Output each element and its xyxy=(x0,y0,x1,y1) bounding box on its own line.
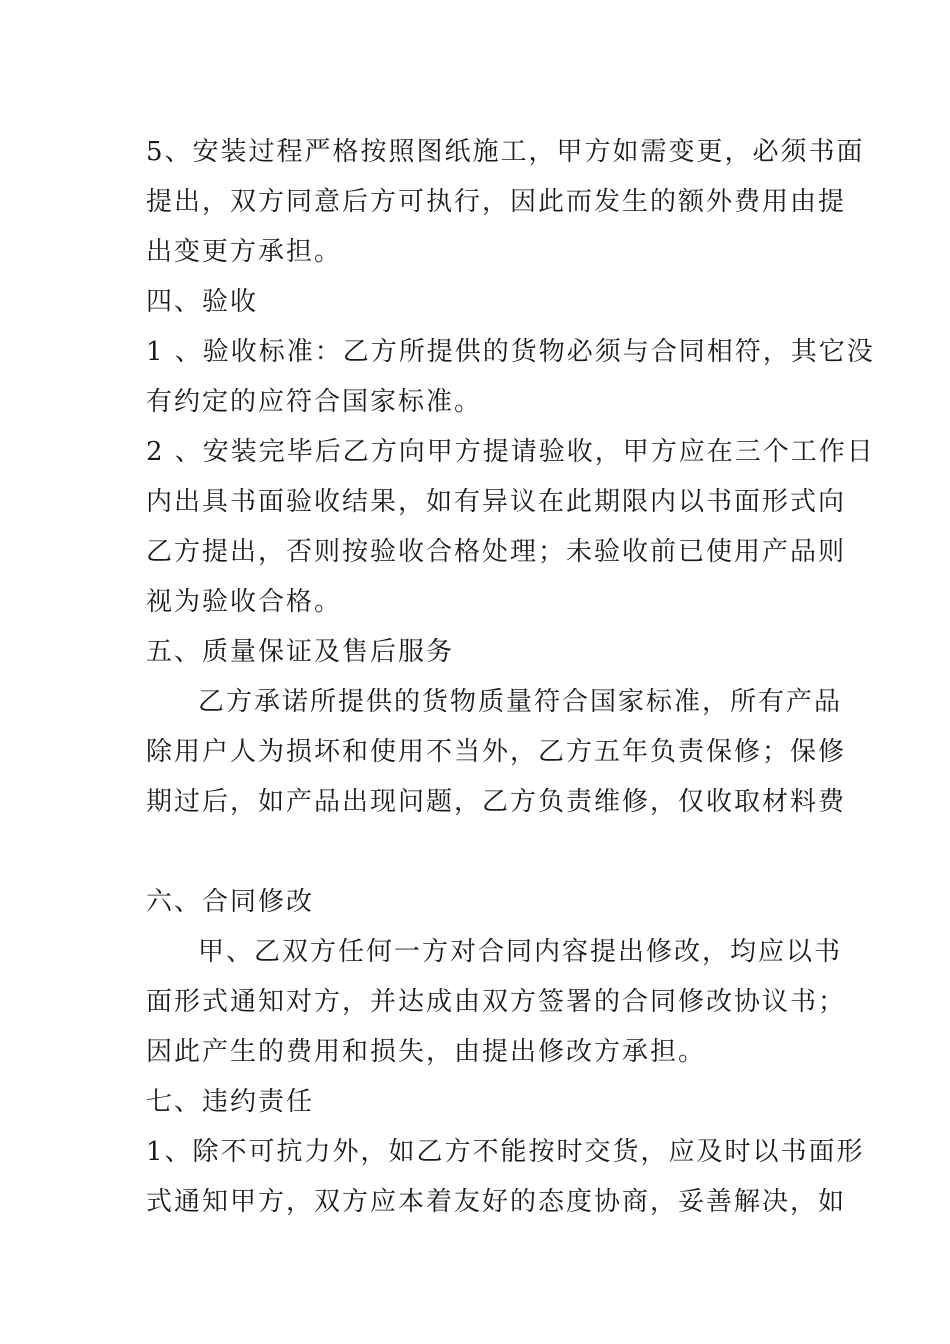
paragraph-line: 除用户人为损坏和使用不当外，乙方五年负责保修；保修 xyxy=(146,737,847,767)
paragraph-line: 内出具书面验收结果，如有异议在此期限内以书面形式向 xyxy=(146,487,847,517)
blank-line xyxy=(146,827,812,877)
section-heading: 四、验收 xyxy=(146,287,259,317)
paragraph-line: 期过后，如产品出现问题，乙方负责维修，仅收取材料费 xyxy=(146,787,847,817)
paragraph-line: 1 、验收标准：乙方所提供的货物必须与合同相符，其它没 xyxy=(146,337,875,367)
paragraph-line: 提出，双方同意后方可执行，因此而发生的额外费用由提 xyxy=(146,187,847,217)
paragraph-line: 出变更方承担。 xyxy=(146,237,343,267)
section-heading: 六、合同修改 xyxy=(146,887,315,917)
paragraph-line: 乙方提出，否则按验收合格处理；未验收前已使用产品则 xyxy=(146,537,847,567)
paragraph-line: 乙方承诺所提供的货物质量符合国家标准，所有产品 xyxy=(198,687,843,717)
paragraph-line: 甲、乙双方任何一方对合同内容提出修改，均应以书 xyxy=(198,937,843,967)
paragraph-line: 有约定的应符合国家标准。 xyxy=(146,387,483,417)
section-heading: 五、质量保证及售后服务 xyxy=(146,637,455,667)
paragraph-line: 视为验收合格。 xyxy=(146,587,343,617)
paragraph-line: 式通知甲方，双方应本着友好的态度协商，妥善解决，如 xyxy=(146,1187,847,1217)
document-page xyxy=(146,127,875,1227)
section-heading: 七、违约责任 xyxy=(146,1087,315,1117)
paragraph-line: 1、除不可抗力外，如乙方不能按时交货，应及时以书面形 xyxy=(146,1137,865,1167)
paragraph-line: 因此产生的费用和损失，由提出修改方承担。 xyxy=(146,1037,707,1067)
paragraph-line: 2 、安装完毕后乙方向甲方提请验收，甲方应在三个工作日 xyxy=(146,437,875,467)
paragraph-line: 5、安装过程严格按照图纸施工，甲方如需变更，必须书面 xyxy=(146,137,865,167)
paragraph-line: 面形式通知对方，并达成由双方签署的合同修改协议书； xyxy=(146,987,847,1017)
